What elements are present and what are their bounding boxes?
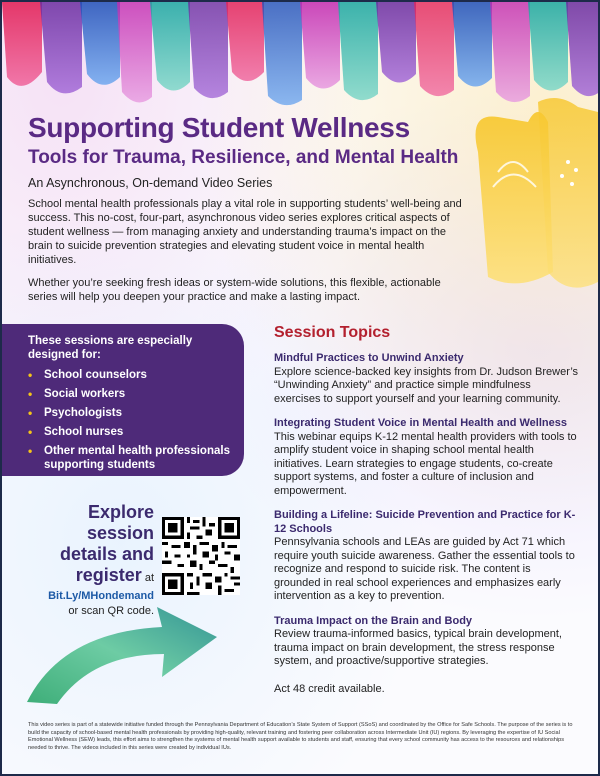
intro-paragraph-2: Whether you’re seeking fresh ideas or system-wide solutions, this flexible, actionable series will help you deepen your practice and make a lasting impact. bbox=[28, 277, 441, 303]
intro-paragraph-1: School mental health professionals play a vital role in supporting students’ well-being and success. This no-cost, four-part, asynchronous video series explores critical aspects of student wellness — from managing anxiety and understanding trauma’s impact on the brain to suicide prevention strategies and elevating student voice in mental health initiatives. bbox=[28, 198, 462, 266]
bullet-icon: • bbox=[28, 387, 33, 401]
bullet-icon: • bbox=[28, 444, 33, 458]
register-link[interactable]: Bit.Ly/MHondemand bbox=[48, 590, 154, 602]
topic-item bbox=[274, 615, 579, 669]
bullet-icon: • bbox=[28, 406, 33, 420]
scan-hint: or scan QR code. bbox=[68, 605, 154, 617]
audience-item: • Other mental health professionals supporting students bbox=[28, 444, 230, 471]
topic-title: Trauma Impact on the Brain and Body bbox=[274, 614, 473, 627]
topic-body: This webinar equips K-12 mental health providers with tools to amplify student voice in shaping school mental health initiatives. Learn strategies to engage students, co-create support systems, and foster a culture of inclusion and empowerment. bbox=[274, 430, 577, 497]
cta-line: register at bbox=[75, 565, 154, 585]
footer-disclaimer: This video series is part of a statewide initiative funded through the Pennsylvania Department of Education’s State System of Support (SSoS) and coordinated by the Office for Safe Schools. The purpose of the series is to build the capacity of school-based mental health professionals by providing high-quality, relevant training and fostering peer collaboration across Intermediate Unit (IU) regions. By leveraging the expertise of IU Social Emotional Wellness (SEW) leads, this effort aims to strengthen the systems of mental health support available to students and staff, ensuring that every school community has access to the resources and relationships needed to thrive. The videos included in this series were created by individual IUs. bbox=[28, 722, 573, 751]
audience-panel bbox=[2, 324, 244, 476]
session-topics bbox=[274, 324, 579, 695]
header bbox=[28, 112, 498, 190]
page-title: Supporting Student Wellness bbox=[28, 112, 410, 143]
bullet-icon: • bbox=[28, 368, 33, 382]
audience-item: • School counselors bbox=[28, 368, 147, 382]
audience-item: • Psychologists bbox=[28, 406, 122, 420]
cta-line: session bbox=[86, 523, 154, 543]
audience-item: • Social workers bbox=[28, 387, 126, 401]
cta-line: Explore bbox=[87, 502, 154, 522]
audience-item: • School nurses bbox=[28, 425, 124, 439]
intro bbox=[28, 197, 473, 313]
bullet-icon: • bbox=[28, 425, 33, 439]
qr-code-icon[interactable] bbox=[162, 517, 240, 595]
topic-title: Building a Lifeline: Suicide Prevention and Practice for K-12 Schools bbox=[274, 509, 576, 535]
audience-heading: These sessions are especially designed for: bbox=[28, 335, 193, 361]
topic-item bbox=[274, 509, 579, 604]
topic-item bbox=[274, 417, 579, 498]
topic-body: Pennsylvania schools and LEAs are guided by Act 71 which require youth suicide awareness. Gather the essential tools to recognize and respond to suicide risk. The content is grounded in real school experiences and emphasizes early intervention as a key to prevention. bbox=[274, 536, 575, 602]
topic-item bbox=[274, 352, 579, 406]
topic-title: Integrating Student Voice in Mental Health and Wellness bbox=[274, 417, 567, 429]
credit-note: Act 48 credit available. bbox=[274, 682, 385, 695]
topic-body: Review trauma-informed basics, typical brain development, trauma impact on brain development, the stress response system, and proactive/supportive strategies. bbox=[274, 628, 562, 667]
page-subtitle: Tools for Trauma, Resilience, and Mental Health bbox=[28, 147, 459, 168]
audience-list bbox=[28, 368, 232, 472]
topic-title: Mindful Practices to Unwind Anxiety bbox=[274, 352, 464, 364]
cta-line: details and bbox=[59, 544, 154, 564]
topic-body: Explore science-backed key insights from Dr. Judson Brewer’s “Unwinding Anxiety” and practice simple mindfulness exercises to support yourself and your learning community. bbox=[274, 365, 579, 405]
arrow-illustration bbox=[22, 592, 222, 712]
series-label: An Asynchronous, On-demand Video Series bbox=[28, 176, 273, 190]
topics-heading: Session Topics bbox=[274, 324, 391, 341]
